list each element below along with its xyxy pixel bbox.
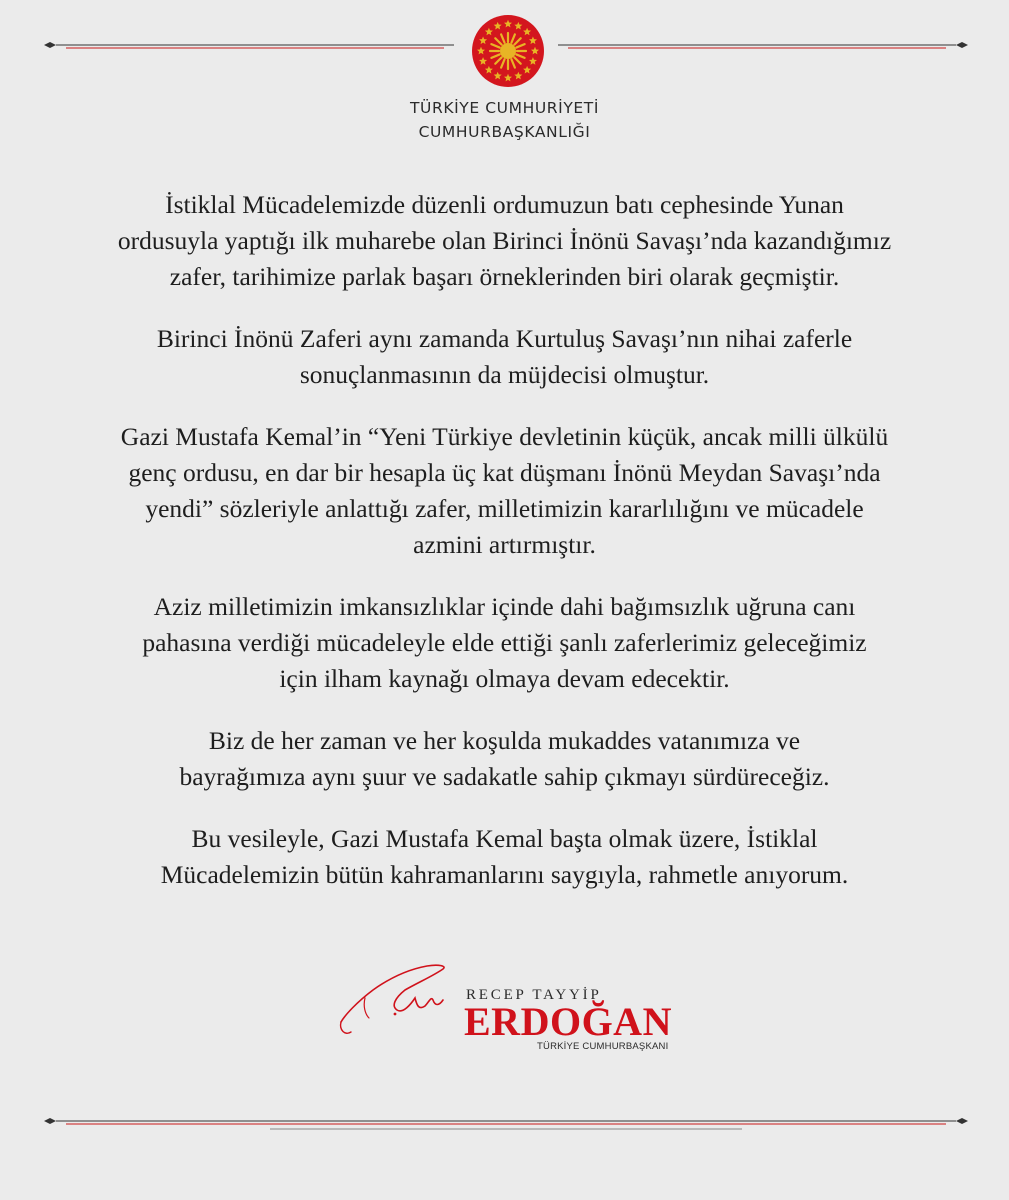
handwritten-signature (335, 960, 485, 1038)
letter-paragraph-3 (100, 419, 909, 563)
institution-name-line1: TÜRKİYE CUMHURİYETİ (409, 99, 600, 117)
text-line: bayrağımıza aynı şuur ve sadakatle sahip çıkmayı sürdüreceğiz. (179, 762, 830, 791)
letter-paragraph-1 (100, 187, 909, 295)
letter-body (100, 187, 909, 919)
letter-paragraph-2 (100, 321, 909, 393)
bottom-divider (44, 1116, 968, 1126)
text-line: Aziz milletimizin imkansızlıklar içinde dahi bağımsızlık uğruna canı (153, 592, 856, 621)
text-line: Bu vesileyle, Gazi Mustafa Kemal başta olmak üzere, İstiklal (191, 824, 818, 853)
signatory-title: TÜRKİYE CUMHURBAŞKANI (537, 1041, 669, 1052)
text-line: İstiklal Mücadelemizde düzenli ordumuzun batı cephesinde Yunan (165, 190, 844, 219)
institution-name-line2: CUMHURBAŞKANLIĞI (418, 123, 591, 141)
text-line: Birinci İnönü Zaferi aynı zamanda Kurtuluş Savaşı’nın nihai zaferle (156, 324, 853, 353)
text-line: ordusuyla yaptığı ilk muharebe olan Birinci İnönü Savaşı’nda kazandığımız (117, 226, 892, 255)
text-line: için ilham kaynağı olmaya devam edecektir. (279, 664, 730, 693)
top-left-divider (44, 40, 454, 50)
presidential-seal-icon (471, 14, 545, 88)
text-line: pahasına verdiği mücadeleyle elde ettiği şanlı zaferlerimiz geleceğimiz (142, 628, 867, 657)
text-line: Mücadelemizin bütün kahramanlarını saygıyla, rahmetle anıyorum. (160, 860, 849, 889)
letter-paragraph-6 (100, 821, 909, 893)
text-line: Biz de her zaman ve her koşulda mukaddes vatanımıza ve (208, 726, 801, 755)
text-line: zafer, tarihimize parlak başarı örneklerinden biri olarak geçmiştir. (169, 262, 840, 291)
letter-paragraph-5 (100, 723, 909, 795)
text-line: genç ordusu, en dar bir hesapla üç kat düşmanı İnönü Meydan Savaşı’nda (128, 458, 881, 487)
text-line: Gazi Mustafa Kemal’in “Yeni Türkiye devletinin küçük, ancak milli ülkülü (120, 422, 889, 451)
top-right-divider (558, 40, 968, 50)
signatory-surname: ERDOĞAN (464, 999, 672, 1044)
text-line: sonuçlanmasının da müjdecisi olmuştur. (299, 360, 710, 389)
text-line: azmini artırmıştır. (413, 530, 596, 559)
signatory-first-names: RECEP TAYYİP (466, 987, 602, 1003)
letter-paragraph-4 (100, 589, 909, 697)
text-line: yendi” sözleriyle anlattığı zafer, milletimizin kararlılığını ve mücadele (145, 494, 864, 523)
